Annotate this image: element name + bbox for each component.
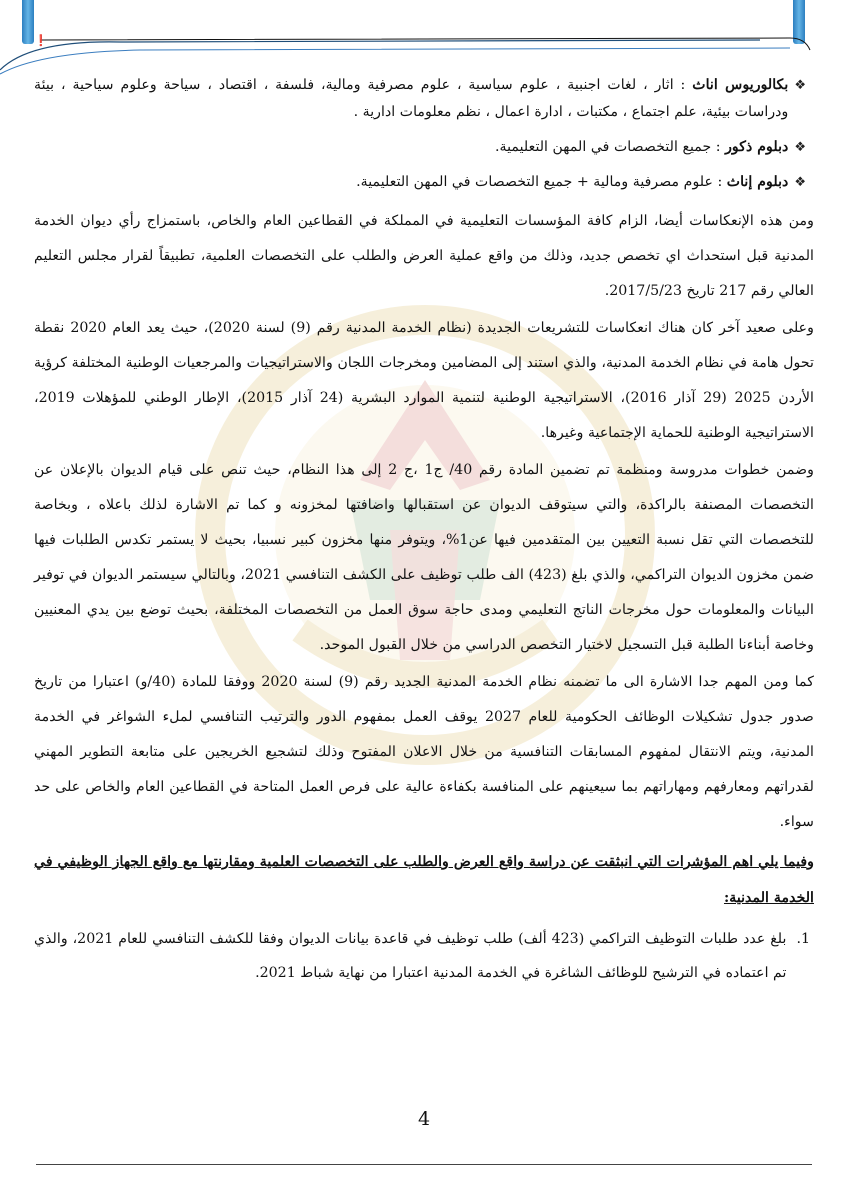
paragraph: وضمن خطوات مدروسة ومنظمة تم تضمين المادة رقم 40/ ج1 ،ج 2 إلى هذا النظام، حيث تنص على قيام الديوان بالإعلان عن التخصصات المصنفة بالراكدة، والتي سيتوقف الديوان عن استقبالها واضافتها لمخزونه و كما تم الاشارة لذلك باعلاه ، وبخاصة للتخصصات التي تقل نسبة التعيين بين المتقدمين فيها عن1%، ويتوفر منها مخزون كبير نسبيا، بحيث لا يستمر تكدس الطلبات فيها ضمن مخزون الديوان التراكمي، والذي بلغ (423) الف طلب توظيف على الكشف التنافسي 2021، وبالتالي سيستمر الديوان في توفير البيانات والمعلومات حول مخرجات الناتج التعليمي ومدى حاجة سوق العمل من التخصصات المختلفة، بحيث توضع بين يدي المعنيين وخاصة أبناءنا الطلبة قبل التسجيل لاختيار التخصص الدراسي من خلال القبول الموحد. [34,462,814,653]
bullet-label: دبلوم ذكور [725,139,789,155]
diamond-bullet-icon: ❖ [794,78,806,93]
paragraph: كما ومن المهم جدا الاشارة الى ما تضمنه نظام الخدمة المدنية الجديد رقم (9) لسنة 2020 ووفقا للمادة (40/و) اعتبارا من تاريخ صدور جدول تشكيلات الوظائف الحكومية للعام 2027 يوقف العمل بمفهوم الدور والترتيب التنافسي لملء الشواغر في الخدمة المدنية، ويتم الانتقال لمفهوم المسابقات التنافسية من خلال الاعلان المفتوح وذلك لتشجيع الخريجين على متابعة التطوير المهني لقدراتهم ومعارفهم ومهاراتهم بما سيعينهم على المنافسة بكفاءة عالية على فرص العمل المتاحة في القطاعين العام والخاص على حد سواء. [34,674,814,830]
bullet-item [34,169,806,196]
document-body [34,72,814,990]
paragraph: وعلى صعيد آخر كان هناك انعكاسات للتشريعات الجديدة (نظام الخدمة المدنية رقم (9) لسنة 2020)، حيث يعد العام 2020 نقطة تحول هامة في نظام الخدمة المدنية، والذي استند إلى المضامين ومخرجات اللجان والاستراتيجيات والمرجعيات الوطنية المختلفة كرؤية الأردن 2025 (29 آذار 2016)، الاستراتيجية الوطنية لتنمية الموارد البشرية (24 آذار 2015)، الإطار الوطني للمؤهلات 2019، الاستراتيجية الوطنية للحماية الإجتماعية وغيرها. [34,320,815,441]
item-text: بلغ عدد طلبات التوظيف التراكمي (423 ألف) طلب توظيف في قاعدة بيانات الديوان وفقا للكشف التنافسي للعام 2021، والذي تم اعتماده في الترشيح للوظائف الشاغرة في الخدمة المدنية اعتبارا من نهاية شباط 2021. [34,931,787,981]
bullet-item [34,134,806,161]
diamond-bullet-icon: ❖ [794,140,806,155]
header-swoosh [0,0,848,80]
svg-text:❗: ❗ [34,34,48,47]
bullet-label: دبلوم إناث [726,174,789,190]
item-number: 1. [796,931,810,947]
bullet-text: : اثار ، لغات اجنبية ، علوم سياسية ، علوم مصرفية ومالية، فلسفة ، اقتصاد ، سياحة وعلوم سياحية ، بيئة ودراسات بيئية، علم اجتماع ، مكتبات ، ادارة اعمال ، نظم معلومات ادارية . [34,77,789,120]
section-heading: وفيما يلي اهم المؤشرات التي انبثقت عن دراسة واقع العرض والطلب على التخصصات العلمية ومقارنتها مع واقع الجهاز الوظيفي في الخدمة المدنية: [34,854,814,906]
diamond-bullet-icon: ❖ [794,175,806,190]
paragraph: ومن هذه الإنعكاسات أيضا، الزام كافة المؤسسات التعليمية في المملكة في القطاعين العام والخاص، باستمزاج رأي ديوان الخدمة المدنية قبل استحداث اي تخصص جديد، وذلك من واقع عملية العرض والطلب على التخصصات العلمية، تطبيقاً لقرار مجلس التعليم العالي رقم 217 تاريخ 2017/5/23. [34,213,814,299]
bullet-label: بكالوريوس اناث [692,77,789,93]
numbered-item [34,922,810,990]
page-number: 4 [417,1108,431,1130]
bullet-item [34,72,806,126]
bullet-text: : علوم مصرفية ومالية + جميع التخصصات في المهن التعليمية. [356,174,723,190]
bullet-text: : جميع التخصصات في المهن التعليمية. [495,139,721,155]
footer-rule [36,1164,812,1165]
